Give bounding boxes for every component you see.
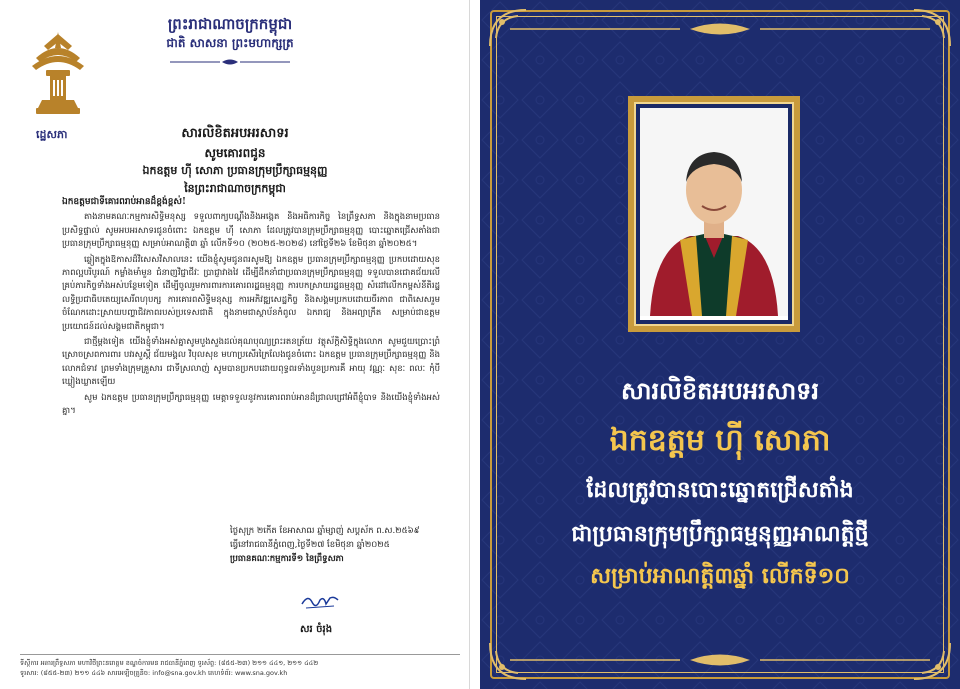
motto-line: ជាតិ សាសនា ព្រះមហាក្សត្រ — [166, 36, 294, 50]
poster-line-position: ជាប្រធានក្រុមប្រឹក្សាធម្មនុញ្ញអាណត្តិថ្មី — [571, 521, 869, 547]
institution-name: ដ្ឋេសភា — [36, 128, 68, 141]
place-date: ធ្វើនៅរាជធានីភ្នំពេញ,ថ្ងៃទី២៧ ខែមិថុនា ឆ្នាំ២០២៥ — [230, 540, 390, 550]
kingdom-line: ព្រះរាជាណាចក្រកម្ពុជា — [167, 15, 293, 33]
announcement-poster — [480, 0, 960, 689]
letter-body — [62, 196, 440, 421]
congratulatory-letter — [0, 0, 470, 689]
poster-title: សារលិខិតអបអរសាទរ — [620, 376, 820, 405]
letter-title-block — [0, 124, 470, 198]
top-ornament-band — [510, 22, 930, 36]
paragraph: សូម ឯកឧត្តម ប្រធានក្រុមប្រឹក្សាធម្មនុញ្ញ មេត្តាទទួលនូវការគោរពរាប់អានដ៏ជ្រាលជ្រៅអំពីខ្ញុំបាទ និងយើងខ្ញុំទាំងអស់គ្នា។ — [62, 392, 440, 417]
paragraph: តាងនាមគណៈកម្មការសិទ្ធិមនុស្ស ទទួលពាក្យបណ្តឹងនិងអង្កេត និងអធិការកិច្ច នៃព្រឹទ្ធសភា និងក្នុងនាមប្រធានប្រសិទ្ធផ្ទាល់ សូមអបអរសាទរជូនចំពោះ ឯកឧត្តម ហ៊ី សោភា ដែលត្រូវបានក្រុមប្រឹក្សាធម្មនុញ្ញ បោះឆ្នោតជ្រើសតាំងជាប្រធានក្រុមប្រឹក្សាធម្មនុញ្ញ សម្រាប់អាណត្តិ៣ ឆ្នាំ លើកទី១០ (២០២៥-២០២៨) នៅថ្ងៃទី២៦ ខែមិថុនា ឆ្នាំ២០២៥។ — [62, 212, 440, 250]
portrait-figure — [640, 108, 788, 316]
bottom-ornament-band — [510, 653, 930, 667]
senate-emblem-icon — [28, 28, 88, 118]
poster-line-elected: ដែលត្រូវបានបោះឆ្នោតជ្រើសតាំង — [586, 477, 854, 503]
footer-address: ទីស្តីការ អគារព្រឹទ្ធសភា មហាវិថីព្រះនរោត្តម ខណ្ឌចំការមន រាជធានីភ្នំពេញ ទូរស័ព្ទ: (៨៥៥-២៣) ២១១ ៤៤១, ២១១ ៤៤២ — [20, 659, 319, 667]
recipient-line: ឯកឧត្តម ហ៊ី សោភា ប្រធានក្រុមប្រឹក្សាធម្មនុញ្ញ — [142, 164, 328, 177]
addressee-line: សូមគោរពជូន — [204, 146, 266, 160]
paragraph: ជាថ្មីម្តងទៀត យើងខ្ញុំទាំងអស់គ្នាសូមបួងសួងដល់គុណបុណ្យព្រះរតនត្រ័យ វត្ថុស័ក្តិសិទ្ធិក្នុងលោក សូមជួយប្រោះព្រំស្រោចស្រពការពារ បវរសួស្តី ជ័យមង្គល វិបុលសុខ មហាប្រសើរក្រៃលែងជូនចំពោះ ឯកឧត្តម ប្រធានក្រុមប្រឹក្សាធម្មនុញ្ញ និងលោកជំទាវ ព្រមទាំងក្រុមគ្រួសារ ជាទីស្រលាញ់ សូមបានប្រកបដោយពុទ្ធពរទាំងបួនប្រការគឺ អាយុ វណ្ណៈ សុខៈ ពលៈ កុំបីឃ្លៀងឃ្លាតឡើយ — [62, 337, 440, 388]
footer-contact: ទូរសារ: (៨៥៥-២៣) ២១១ ៤៤៦ សារអេឡិចត្រូនិច: info@sna.gov.kh គេហទំព័រ: www.sna.gov.kh — [20, 669, 288, 677]
poster-line-term: សម្រាប់អាណត្តិ៣ឆ្នាំ លើកទី១០ — [590, 563, 850, 589]
kingdom-header — [150, 14, 310, 71]
signer-org: ប្រធានគណៈកម្មការទី១ នៃព្រឹទ្ធសភា — [230, 554, 344, 564]
date-block — [230, 524, 450, 566]
salutation: ឯកឧត្តមជាទីគោរពរាប់អានដ៏ខ្ពង់ខ្ពស់! — [62, 197, 186, 207]
handwritten-signature — [300, 590, 340, 612]
signer-name: សរ ចំរុង — [300, 624, 333, 635]
lunar-date: ថ្ងៃសុក្រ ២កើត ខែអាសាឍ ឆ្នាំម្សាញ់ សប្តស័ក ព.ស.២៥៦៩ — [230, 526, 420, 536]
portrait-photo — [640, 108, 788, 320]
letter-footer — [20, 654, 460, 678]
poster-honoree-name: ឯកឧត្តម ហ៊ី សោភា — [609, 423, 831, 458]
letter-title: សារលិខិតអបអរសាទរ — [181, 126, 289, 141]
recipient-line-2: នៃព្រះរាជាណាចក្រកម្ពុជា — [184, 182, 286, 195]
header-ornament — [150, 57, 310, 67]
paragraph: ឆ្លៀតក្នុងឱកាសដ៏វិសេសវិសាលនេះ យើងខ្ញុំសូមជូនពរសូមឱ្យ ឯកឧត្តម ប្រធានក្រុមប្រឹក្សាធម្មនុញ្ញ ប្រកបដោយសុខភាពល្អបរិបូរណ៍ កម្លាំងមាំមួន ជំនាញវិជ្ជាជីវៈ ប្រាជ្ញាវាងវៃ ដើម្បីដឹកនាំជាប្រធានក្រុមប្រឹក្សាធម្មនុញ្ញ ទទួលបានជោគជ័យលើគ្រប់ភារកិច្ចទាំងអស់បន្ថែមទៀត ដើម្បីចូលរួមការពារការគោរពរដ្ឋធម្មនុញ្ញ ការបកស្រាយរដ្ឋធម្មនុញ្ញ សំដៅលើកកម្ពស់នីតិរដ្ឋ លទ្ធិប្រជាធិបតេយ្យសេរីពហុបក្ស ការគោរពសិទ្ធិមនុស្ស ការអភិវឌ្ឍសេដ្ឋកិច្ច និងសង្គមប្រកបដោយចីរភាព ជាពិសេសរួមចំណែកដោះស្រាយបញ្ហាជិវភាពរបស់ប្រទេសជាតិ ក្នុងនាមជាស្ថាប័នកំពូល ឯករាជ្យ និងអព្យាក្រឹត សម្រាប់ជាឧត្តមប្រយោជន៍ដល់សង្គមជាតិកម្ពុជា។ — [62, 254, 440, 332]
portrait-frame — [628, 96, 800, 332]
